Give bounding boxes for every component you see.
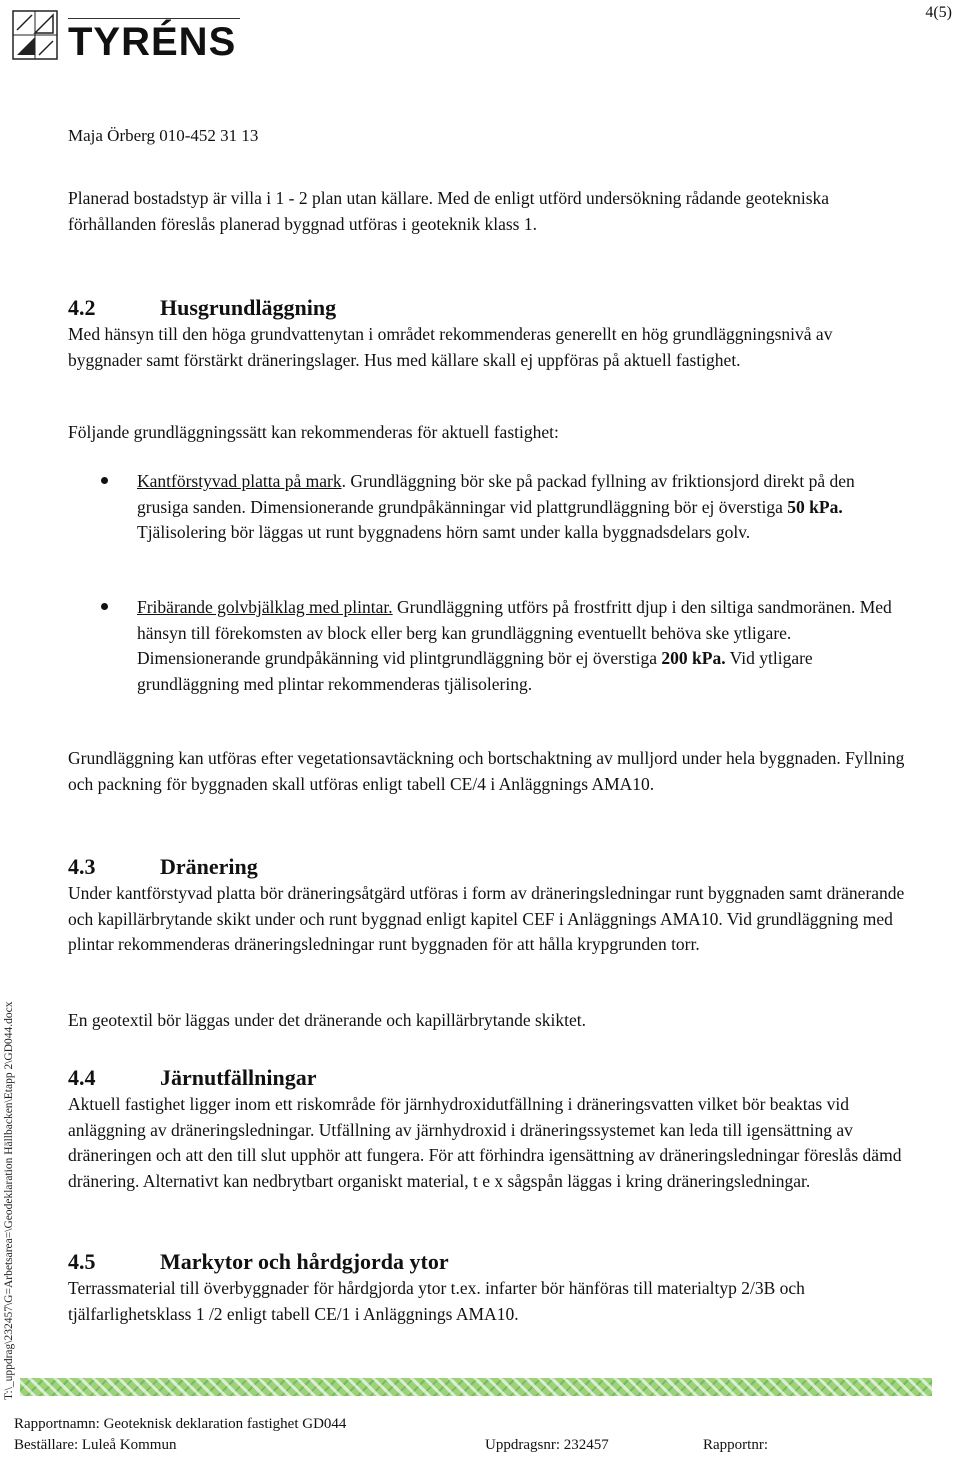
bullet-icon [101, 477, 108, 484]
section-title: Markytor och hårdgjorda ytor [160, 1249, 449, 1274]
bullet-2-value: 200 kPa. [661, 648, 726, 668]
bullet-item-2 [137, 595, 907, 697]
footer-client: Beställare: Luleå Kommun [14, 1437, 177, 1453]
page-number: 4(5) [925, 4, 952, 21]
section-title: Järnutfällningar [160, 1065, 317, 1090]
section-number: 4.2 [68, 295, 96, 320]
file-path-text: T:\_uppdrag\232457\G=Arbetsarea=\Geodeklaration Hällbacken\Etapp 2\GD044.docx [3, 1001, 15, 1400]
section-4-2-paragraph-3: Grundläggning kan utföras efter vegetationsavtäckning och bortschaktning av mulljord under hela byggnaden. Fyllning och packning för byggnaden skall utföras enligt tabell CE/4 i Anläggnings AMA10. [68, 748, 905, 794]
bullet-1-text-b: Tjälisolering bör läggas ut runt byggnadens hörn samt under kalla byggnadsdelars golv. [137, 522, 751, 542]
author-line: Maja Örberg 010-452 31 13 [68, 126, 259, 145]
section-4-4-paragraph-1: Aktuell fastighet ligger inom ett riskområde för järnhydroxidutfällning i dräneringsvatten vilket bör beaktas vid anläggning av dräneringsledningar. Utfällning av järnhydroxid i dräneringssystemet kan leda till igensättning av dräneringen och att den till slut upphör att fungera. För att förhindra igensättning av dräneringsledningar föreslås dämd dränering. Alternativt kan nedbrytbart organiskt material, t e x sågspån läggas i kring dräneringsledningar. [68, 1094, 902, 1191]
logo-mark-icon [12, 10, 58, 60]
section-4-3-paragraph-2: En geotextil bör läggas under det dränerande och kapillärbrytande skiktet. [68, 1010, 587, 1030]
bullet-2-link-text: Fribärande golvbjälklag med plintar. [137, 597, 393, 617]
bullet-icon [101, 603, 108, 610]
bullet-1-link-text: Kantförstyvad platta på mark [137, 471, 342, 491]
footer-report-name: Rapportnamn: Geoteknisk deklaration fastighet GD044 [14, 1416, 347, 1432]
bullet-1-value: 50 kPa. [787, 496, 843, 517]
company-logo [12, 8, 240, 64]
logo-rule [68, 18, 240, 19]
section-4-3-paragraph-1: Under kantförstyvad platta bör dräneringsåtgärd utföras i form av dräneringsledningar runt byggnaden samt dränerande och kapillärbrytande skikt under och runt byggnad enligt kapitel CEF i Anläggnings AMA10. Vid grundläggning med plintar rekommenderas dräneringsledningar runt byggnaden för att hålla krypgrunden torr. [68, 883, 905, 954]
section-4-5-heading [68, 1248, 449, 1276]
footer-report-number: Rapportnr: [703, 1437, 768, 1453]
bullet-2-text-a: Grundläggning utförs på frostfritt djup i den siltiga sandmoränen. Med hänsyn till förekomsten av block eller berg kan grundläggning eventuellt behöva ske ytligare. Dimensionerande grundpåkänning vid plintgrundläggning bör ej överstiga [137, 597, 892, 668]
intro-paragraph: Planerad bostadstyp är villa i 1 - 2 plan utan källare. Med de enligt utförd undersökning rådande geotekniska förhållanden föreslås planerad byggnad utföras i geoteknik klass 1. [68, 188, 830, 234]
section-title: Dränering [160, 854, 258, 879]
bullet-1-text-a: . Grundläggning bör ske på packad fyllning av friktionsjord direkt på den grusiga sanden. Dimensionerande grundpåkänningar vid plattgrundläggning bör ej överstiga [137, 471, 855, 517]
section-4-2-heading [68, 294, 336, 322]
section-number: 4.4 [68, 1065, 96, 1090]
section-4-2-paragraph-1: Med hänsyn till den höga grundvattenytan i området rekommenderas generellt en hög grundläggningsnivå av byggnader samt förstärkt dräneringslager. Hus med källare skall ej uppföras på aktuell fastighet. [68, 324, 833, 370]
section-4-4-heading [68, 1064, 316, 1092]
bullet-2-text-b: Vid ytligare grundläggning med plintar rekommenderas tjälisolering. [137, 648, 813, 694]
section-number: 4.5 [68, 1249, 96, 1274]
side-file-path [0, 990, 20, 1400]
footer-pattern-band [20, 1378, 932, 1396]
logo-wordmark: TYRÉNS [68, 20, 237, 64]
section-4-5-paragraph-1: Terrassmaterial till överbyggnader för hårdgjorda ytor t.ex. infarter bör hänföras till materialtyp 2/3B och tjälfarlighetsklass 1 /2 enligt tabell CE/1 i Anläggnings AMA10. [68, 1278, 805, 1324]
section-4-2-paragraph-2: Följande grundläggningssätt kan rekommenderas för aktuell fastighet: [68, 422, 559, 442]
section-number: 4.3 [68, 854, 96, 879]
footer-assignment-number: Uppdragsnr: 232457 [485, 1437, 609, 1453]
bullet-item-1 [137, 469, 907, 546]
section-4-3-heading [68, 853, 258, 881]
section-title: Husgrundläggning [160, 295, 337, 320]
